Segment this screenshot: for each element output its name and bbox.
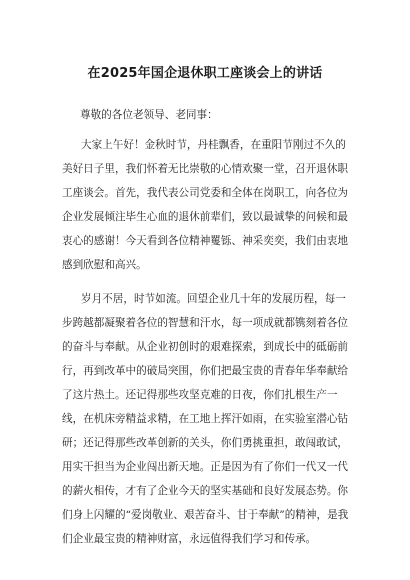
paragraph-2-line-3: 的奋斗与奉献。从企业初创时的艰难探索，到成长中的砥砺前 — [62, 341, 349, 353]
paragraph-2-line-4: 行，再到改革中的破局突围，你们把最宝贵的青春年华奉献给 — [62, 365, 349, 377]
paragraph-1-line-1: 大家上午好！金秋时节，丹桂飘香，在重阳节刚过不久的 — [81, 139, 346, 151]
paragraph-2-line-1: 岁月不居，时节如流。回望企业几十年的发展历程，每一 — [81, 293, 346, 305]
paragraph-2-line-11: 们企业最宝贵的精神财富，永远值得我们学习和传承。 — [62, 533, 317, 545]
paragraph-2-line-9: 的薪火相传，才有了企业今天的坚实基础和良好发展态势。你 — [62, 485, 349, 497]
paragraph-2-line-6: 线，在机床旁精益求精，在工地上挥汗如雨，在实验室潜心钻 — [62, 413, 349, 425]
paragraph-2-line-5: 了这片热土。还记得那些攻坚克难的日夜，你们扎根生产一 — [62, 389, 338, 401]
paragraph-1-line-2: 美好日子里，我们怀着无比崇敬的心情欢聚一堂，召开退休职 — [62, 163, 349, 175]
paragraph-1-line-6: 感到欣慰和高兴。 — [62, 259, 147, 271]
paragraph-1-line-3: 工座谈会。首先，我代表公司党委和全体在岗职工，向各位为 — [62, 187, 349, 199]
paragraph-2-line-8: 用实干担当为企业闯出新天地。正是因为有了你们一代又一代 — [62, 461, 349, 473]
paragraph-2-line-10: 们身上闪耀的“爱岗敬业、艰苦奋斗、甘于奉献”的精神，是我 — [62, 509, 349, 521]
paragraph-2-line-7: 研；还记得那些改革创新的关头，你们勇挑重担，敢闯敢试， — [62, 437, 349, 449]
salutation: 尊敬的各位老领导、老同事： — [80, 109, 218, 121]
paragraph-1-line-5: 衷心的感谢！今天看到各位精神矍铄、神采奕奕，我们由衷地 — [62, 235, 349, 247]
paragraph-2-line-2: 步跨越都凝聚着各位的智慧和汗水，每一项成就都镌刻着各位 — [62, 317, 349, 329]
paragraph-1-line-4: 企业发展倾注毕生心血的退休前辈们，致以最诚挚的问候和最 — [62, 211, 349, 223]
document-title: 在2025年国企退休职工座谈会上的讲话 — [87, 66, 323, 81]
